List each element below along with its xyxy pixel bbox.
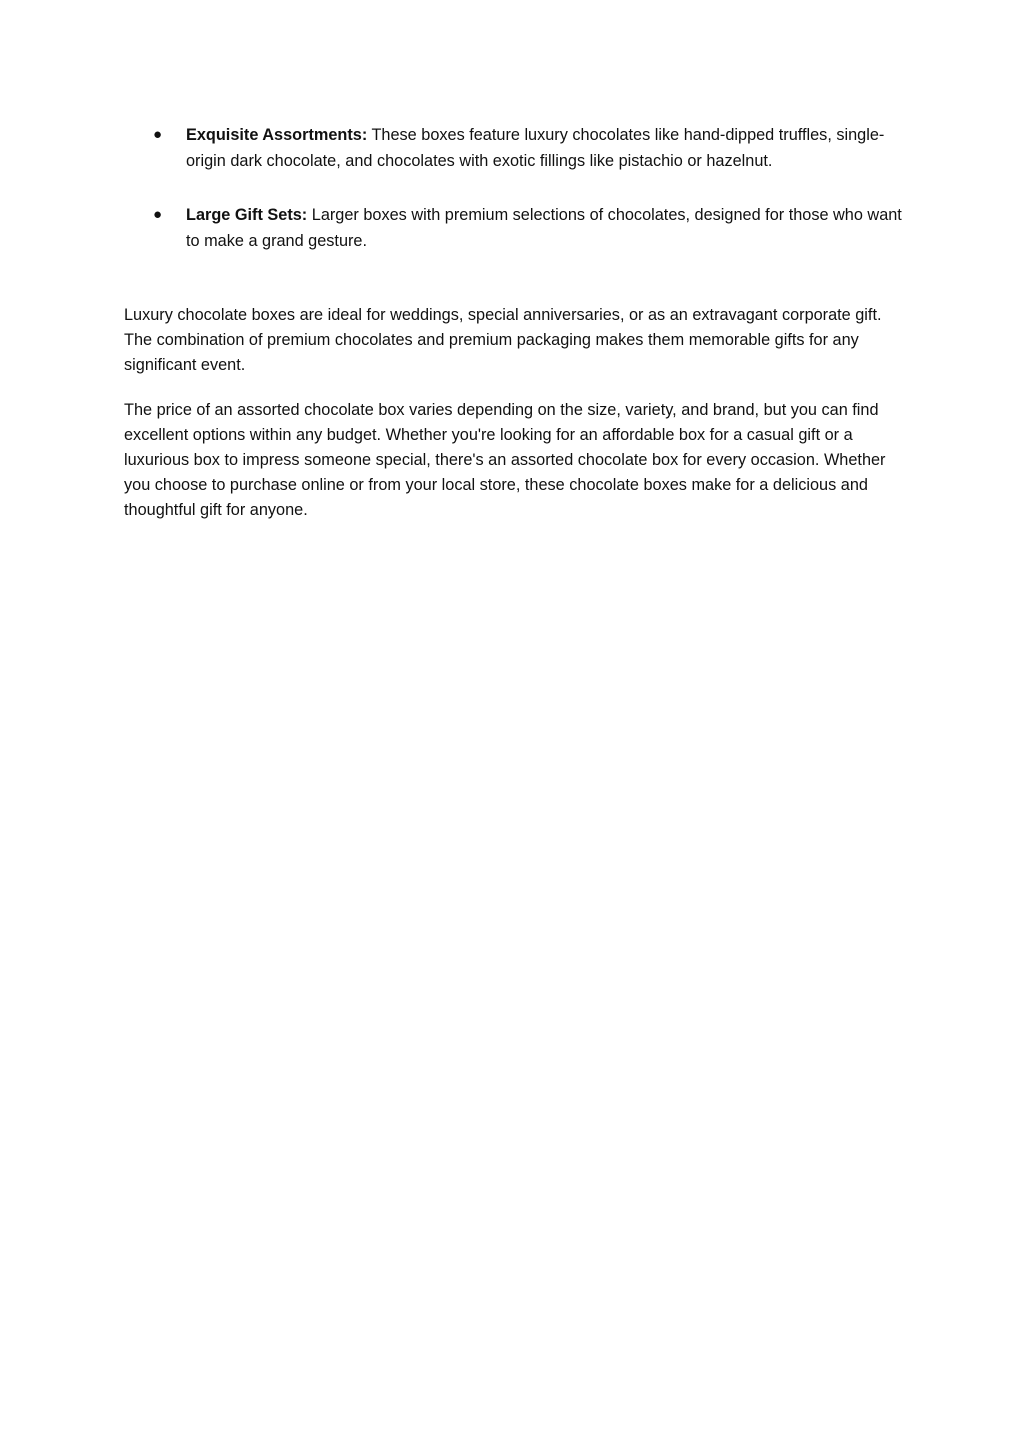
bullet-text: These boxes feature luxury chocolates like hand-dipped truffles, single-origin dark chocolate, and chocolates with exotic fillings like pistachio or hazelnut.: [186, 126, 885, 170]
bullet-point-icon: ●: [153, 206, 163, 223]
bullet-point-icon: ●: [153, 126, 163, 143]
paragraph-price: The price of an assorted chocolate box varies depending on the size, variety, and brand, but you can find excellent options within any budget. Whether you're looking for an affordable box for a casual gift or a luxurious box to impress someone special, there's an assorted chocolate box for every occasion. Whether you choose to purchase online or from your local store, these chocolate boxes make for a delicious and thoughtful gift for anyone.: [124, 401, 886, 519]
bullet-item-large-gift-sets: [152, 202, 912, 254]
bullet-text: Larger boxes with premium selections of chocolates, designed for those who want to make a grand gesture.: [186, 206, 902, 250]
bullet-title: Exquisite Assortments:: [186, 126, 368, 144]
bullet-title: Large Gift Sets:: [186, 206, 308, 224]
bullet-list: [152, 122, 912, 282]
bullet-item-exquisite-assortments: [152, 122, 912, 174]
paragraph-luxury-boxes: Luxury chocolate boxes are ideal for weddings, special anniversaries, or as an extravagant corporate gift. The combination of premium chocolates and premium packaging makes them memorable gifts for any significant event.: [124, 306, 882, 374]
